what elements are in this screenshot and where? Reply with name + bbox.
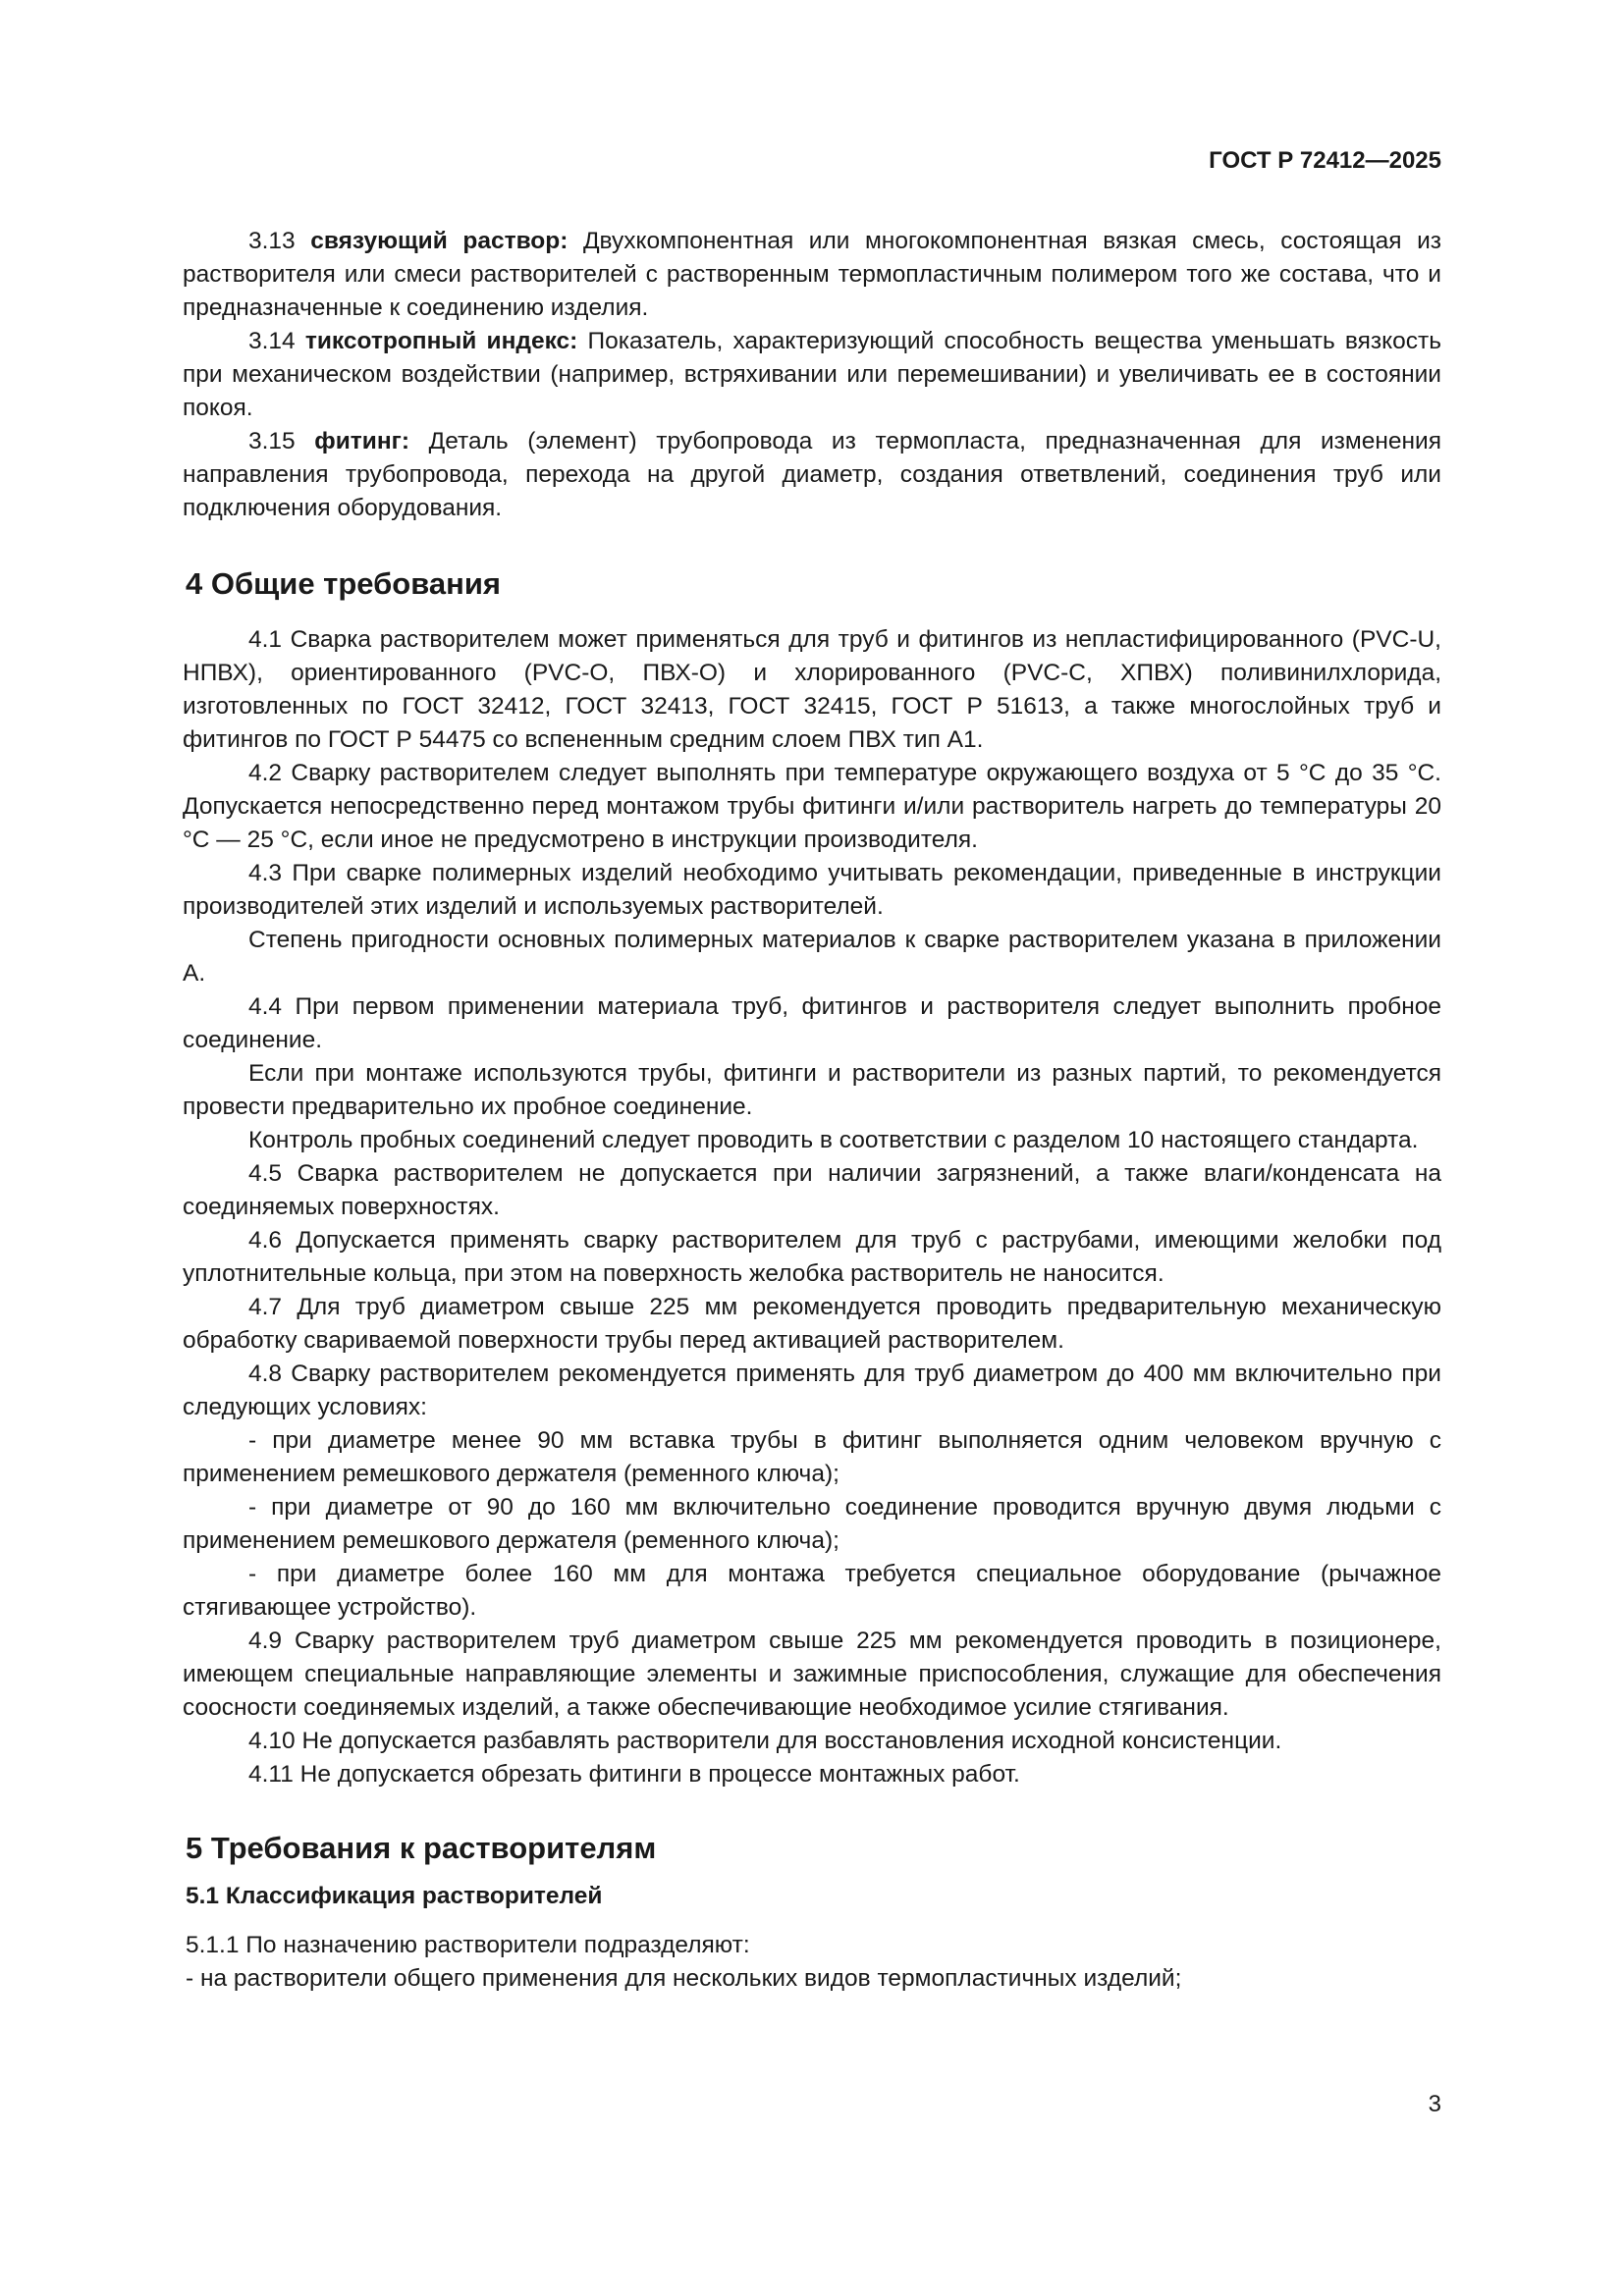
term-definition: 3.14 тиксотропный индекс: Показатель, характеризующий способность вещества уменьшать вязкость при механическом воздействии (например, встряхивании или перемешивании) и увеличивать ее в состоянии покоя. bbox=[183, 328, 1442, 421]
term-name: связующий раствор: bbox=[310, 228, 568, 254]
term-name: тиксотропный индекс: bbox=[304, 328, 578, 354]
list-item: - при диаметре более 160 мм для монтажа требуется специальное оборудование (рычажное стягивающее устройство). bbox=[183, 1561, 1441, 1621]
paragraph: 4.7 Для труб диаметром свыше 225 мм рекомендуется проводить предварительную механическую обработку свариваемой поверхности трубы перед активацией растворителем. bbox=[183, 1294, 1441, 1354]
paragraph: 4.5 Сварка растворителем не допускается при наличии загрязнений, а также влаги/конденсата на соединяемых поверхностях. bbox=[183, 1160, 1441, 1220]
subsection-heading: 5.1 Классификация растворителей bbox=[186, 1883, 603, 1909]
section-heading: 5 Требования к растворителям bbox=[186, 1831, 657, 1865]
paragraph: 5.1.1 По назначению растворители подразделяют: bbox=[186, 1932, 750, 1958]
section-heading: 4 Общие требования bbox=[186, 566, 501, 601]
paragraph: 4.4 При первом применении материала труб, фитингов и растворителя следует выполнить пробное соединение. bbox=[183, 993, 1441, 1053]
paragraph: Степень пригодности основных полимерных материалов к сварке растворителем указана в приложении А. bbox=[183, 927, 1441, 987]
paragraph: 4.9 Сварку растворителем труб диаметром свыше 225 мм рекомендуется проводить в позиционере, имеющем специальные направляющие элементы и зажимные приспособления, служащие для обеспечения соосности соединяемых изделий, а также обеспечивающие необходимое усилие стягивания. bbox=[183, 1628, 1441, 1721]
paragraph: 4.11 Не допускается обрезать фитинги в процессе монтажных работ. bbox=[248, 1761, 1020, 1788]
paragraph: Контроль пробных соединений следует проводить в соответствии с разделом 10 настоящего стандарта. bbox=[248, 1127, 1419, 1153]
term-definition: 3.15 фитинг: Деталь (элемент) трубопровода из термопласта, предназначенная для изменения направления трубопровода, перехода на другой диаметр, создания ответвлений, соединения труб или подключения оборудования. bbox=[183, 428, 1441, 521]
page-content bbox=[183, 225, 1441, 1996]
paragraph: 4.2 Сварку растворителем следует выполнять при температуре окружающего воздуха от 5 °С до 35 °С. Допускается непосредственно перед монтажом трубы фитинги и/или растворитель нагреть до температуры 20 °С — 25 °С, если иное не предусмотрено в инструкции производителя. bbox=[183, 760, 1441, 853]
term-definition: 3.13 связующий раствор: Двухкомпонентная или многокомпонентная вязкая смесь, состоящая из растворителя или смеси растворителей с растворенным термопластичным полимером того же состава, что и предназначенные к соединению изделия. bbox=[183, 228, 1441, 321]
page-number: 3 bbox=[1428, 2091, 1441, 2117]
list-item: - на растворители общего применения для нескольких видов термопластичных изделий; bbox=[186, 1965, 1182, 1992]
paragraph: 4.1 Сварка растворителем может применяться для труб и фитингов из непластифицированного (PVC-U, НПВХ), ориентированного (PVC-O, ПВХ-О) и хлорированного (PVC-C, ХПВХ) поливинилхлорида, изготовленных по ГОСТ 32412, ГОСТ 32413, ГОСТ 32415, ГОСТ Р 51613, а также многослойных труб и фитингов по ГОСТ Р 54475 со вспененным средним слоем ПВХ тип А1. bbox=[183, 626, 1441, 753]
list-item: - при диаметре менее 90 мм вставка трубы в фитинг выполняется одним человеком вручную с применением ремешкового держателя (ременного ключа); bbox=[183, 1427, 1441, 1487]
list-item: - при диаметре от 90 до 160 мм включительно соединение проводится вручную двумя людьми с применением ремешкового держателя (ременного ключа); bbox=[183, 1494, 1441, 1554]
paragraph: 4.8 Сварку растворителем рекомендуется применять для труб диаметром до 400 мм включительно при следующих условиях: bbox=[183, 1361, 1441, 1420]
standard-designation: ГОСТ Р 72412—2025 bbox=[1209, 147, 1441, 174]
paragraph: Если при монтаже используются трубы, фитинги и растворители из разных партий, то рекомендуется провести предварительно их пробное соединение. bbox=[183, 1060, 1441, 1120]
paragraph: 4.3 При сварке полимерных изделий необходимо учитывать рекомендации, приведенные в инструкции производителей этих изделий и используемых растворителей. bbox=[183, 860, 1441, 920]
term-name: фитинг: bbox=[314, 428, 410, 454]
paragraph: 4.10 Не допускается разбавлять растворители для восстановления исходной консистенции. bbox=[248, 1728, 1282, 1754]
paragraph: 4.6 Допускается применять сварку растворителем для труб с раструбами, имеющими желобки под уплотнительные кольца, при этом на поверхность желобка растворитель не наносится. bbox=[183, 1227, 1441, 1287]
